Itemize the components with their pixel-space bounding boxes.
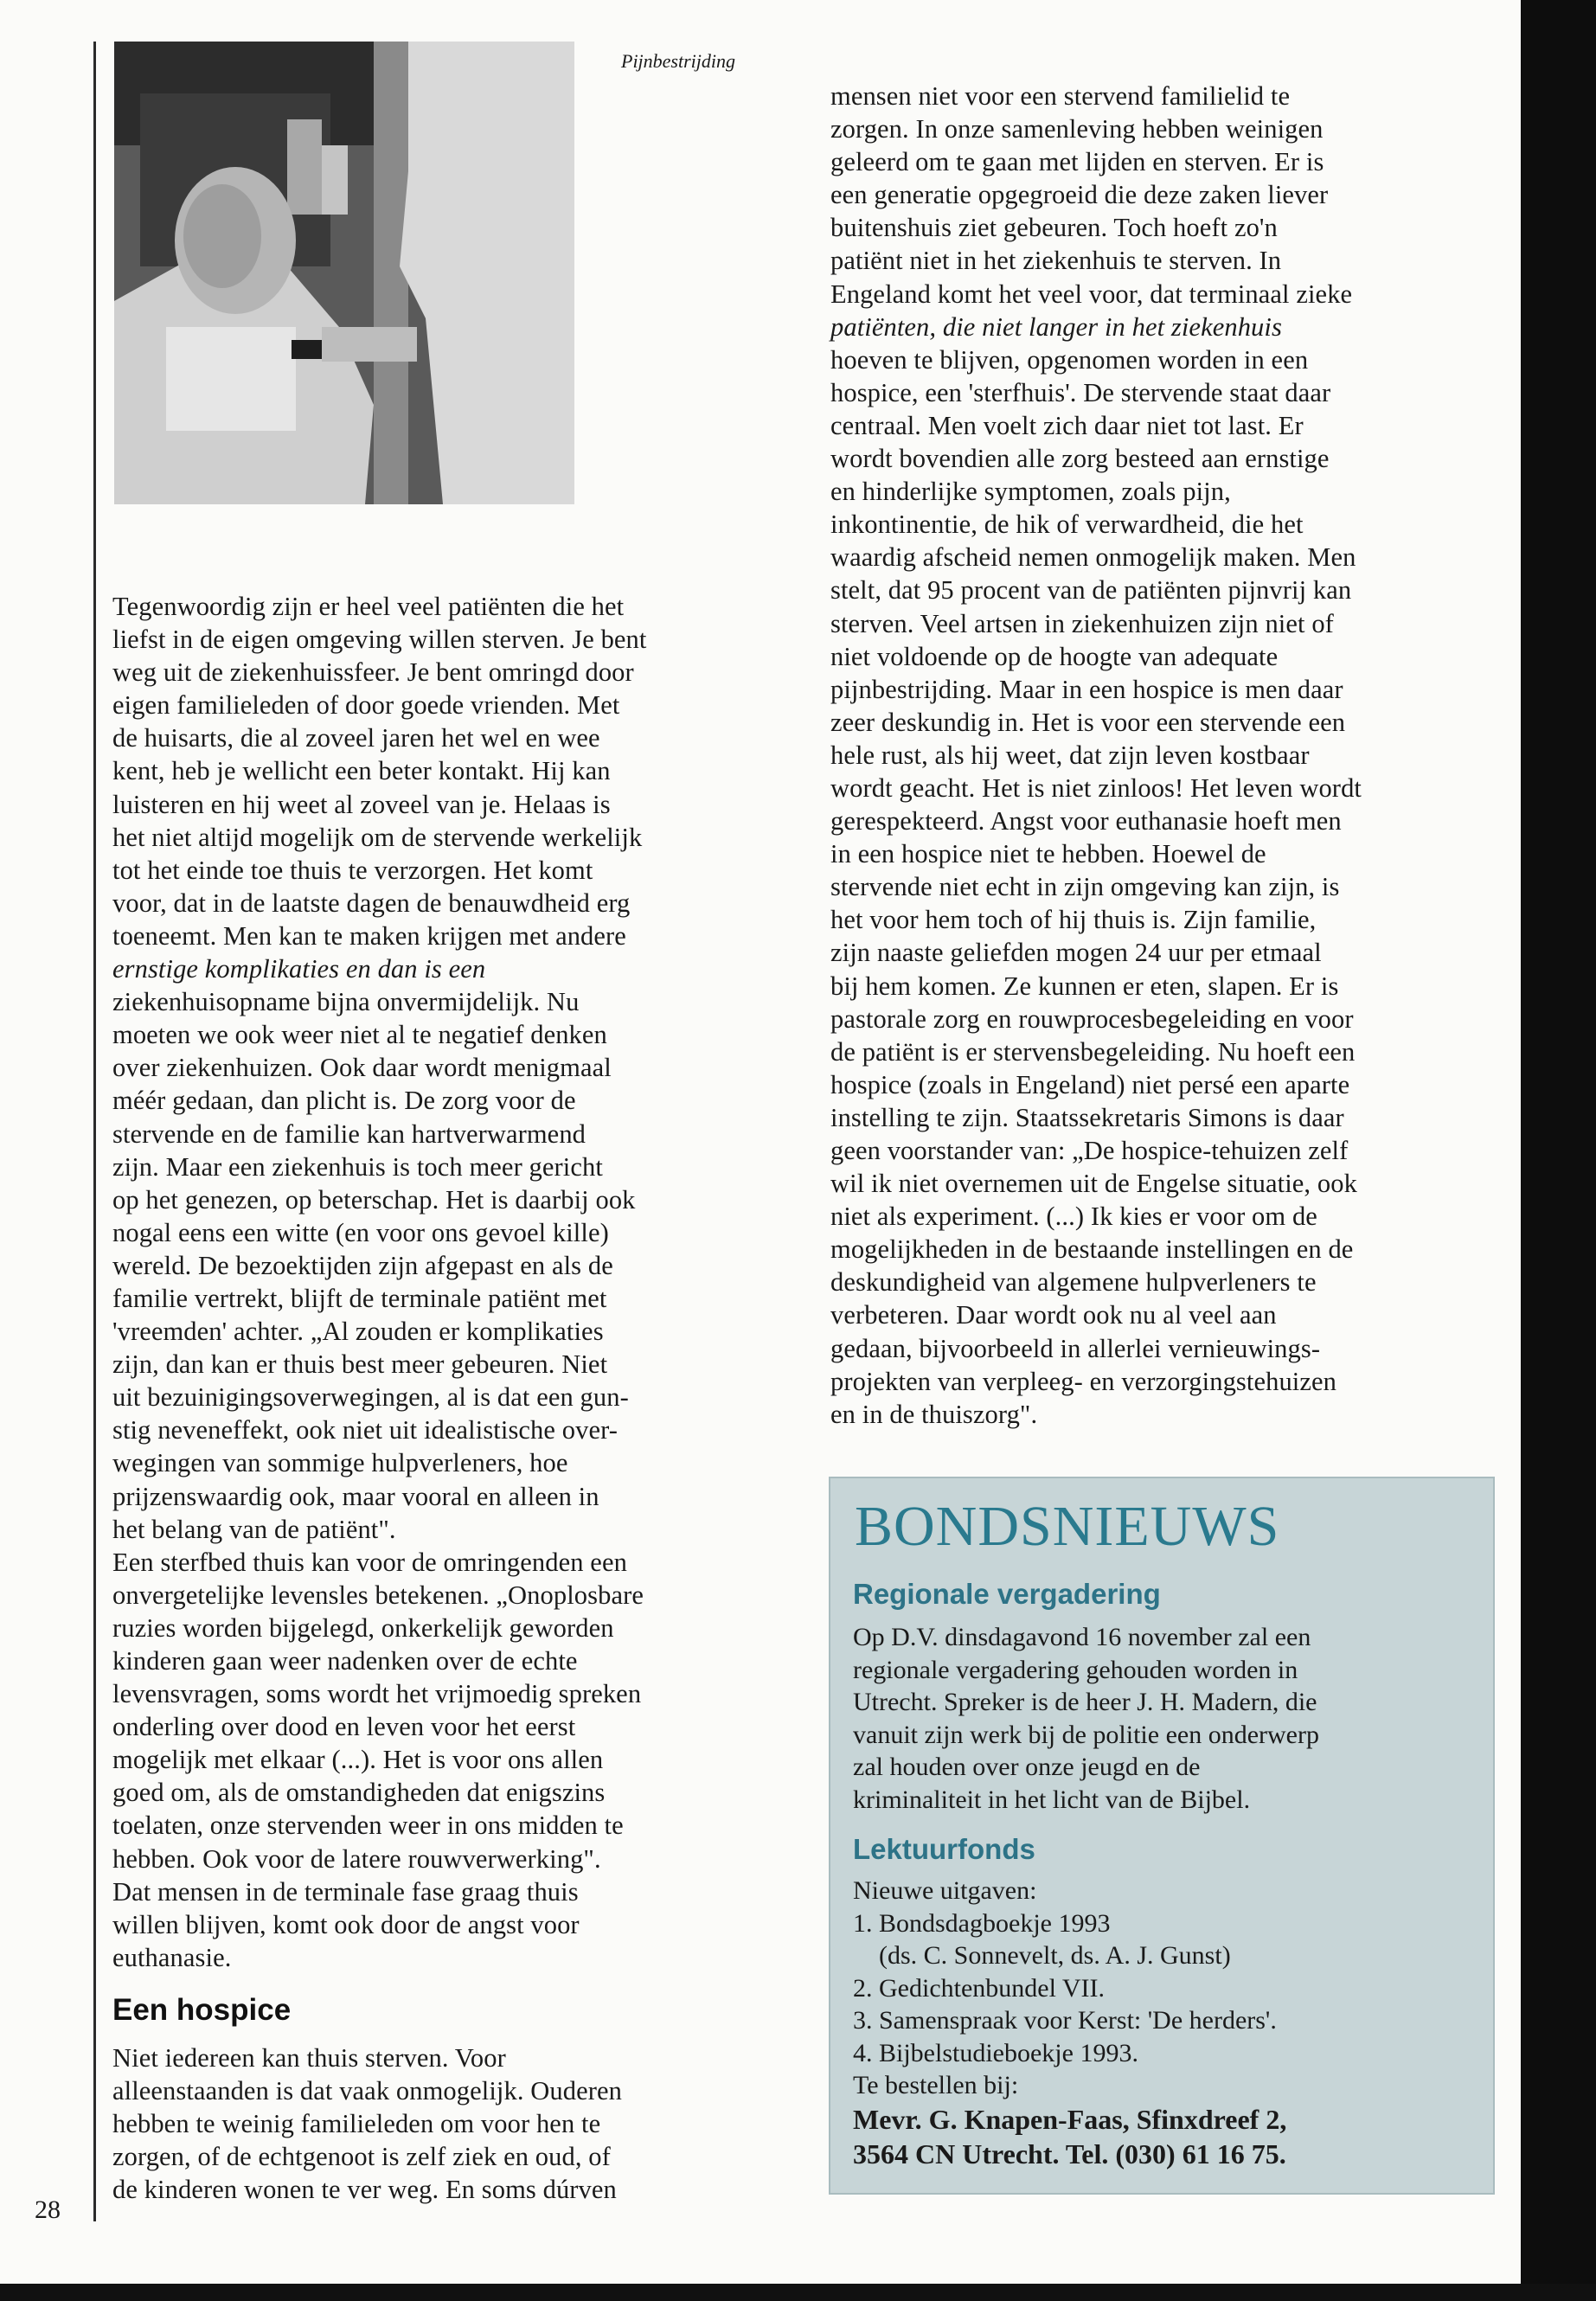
text-line: het niet altijd mogelijk om de stervende werkelijk	[112, 822, 643, 852]
text-line: pijnbestrijding. Maar in een hospice is men daar	[830, 674, 1343, 704]
running-head: Pijnbestrijding	[621, 50, 735, 72]
text-line: voor, dat in de laatste dagen de benauwdheid erg	[112, 888, 631, 918]
photo-illustration	[114, 42, 574, 504]
text-line: liefst in de eigen omgeving willen sterven. Je bent	[112, 625, 647, 655]
text-line: euthanasie.	[112, 1942, 232, 1972]
left-paragraph-1	[112, 590, 779, 1546]
text-line: Dat mensen in de terminale fase graag thuis	[112, 1876, 579, 1907]
text-line: ziekenhuisopname bijna onvermijdelijk. Nu	[112, 987, 580, 1017]
bestellen-label: Te bestellen bij:	[853, 2071, 1019, 2099]
text-line: zorgen, of de echtgenoot is zelf ziek en oud, of	[112, 2142, 611, 2172]
text-line: kent, heb je wellicht een beter kontakt. Hij kan	[112, 756, 611, 786]
text-line: nogal eens een witte (en voor ons gevoel kille)	[112, 1217, 609, 1247]
page-number: 28	[35, 2195, 61, 2224]
text-line: gedaan, bijvoorbeeld in allerlei vernieuwings-	[830, 1333, 1321, 1363]
left-paragraph-2	[112, 1546, 779, 1974]
text-line: buitenshuis ziet gebeuren. Toch hoeft zo'n	[830, 213, 1278, 243]
text-line: centraal. Men voelt zich daar niet tot last. Er	[830, 410, 1304, 440]
text-line: het voor hem toch of hij thuis is. Zijn familie,	[830, 905, 1317, 935]
contact-address: Mevr. G. Knapen-Faas, Sfinxdreef 2,	[853, 2103, 1287, 2135]
text-line: hospice, een 'sterfhuis'. De stervende staat daar	[830, 377, 1331, 407]
text-line: deskundigheid van algemene hulpverleners te	[830, 1267, 1317, 1298]
news-line: Op D.V. dinsdagavond 16 november zal een	[853, 1623, 1311, 1651]
regionale-vergadering-heading: Regionale vergadering	[853, 1578, 1161, 1610]
text-line: de kinderen wonen te ver weg. En soms dúrven	[112, 2175, 617, 2205]
text-line: zijn, dan kan er thuis best meer gebeuren. Niet	[112, 1349, 608, 1380]
text-line: stervende niet echt in zijn omgeving kan zijn, is	[830, 872, 1340, 902]
nieuwe-uitgaven-label: Nieuwe uitgaven:	[853, 1876, 1037, 1905]
text-line: levensvragen, soms wordt het vrijmoedig spreken	[112, 1679, 642, 1709]
scan-edge-right	[1521, 0, 1596, 2301]
scan-edge-bottom	[0, 2284, 1596, 2301]
text-line: hebben te weinig familieleden om voor hen te	[112, 2109, 601, 2139]
text-line: willen blijven, komt ook door de angst voor	[112, 1909, 580, 1939]
text-line: wordt bovendien alle zorg besteed aan ernstige	[830, 444, 1330, 474]
text-line: ruzies worden bijgelegd, onkerkelijk geworden	[112, 1612, 614, 1643]
text-line: en in de thuiszorg".	[830, 1399, 1038, 1429]
text-line: sterven. Veel artsen in ziekenhuizen zijn niet of	[830, 608, 1334, 638]
text-line: projekten van verpleeg- en verzorgingstehuizen	[830, 1366, 1336, 1396]
right-column	[830, 80, 1501, 1431]
text-line: wordt geacht. Het is niet zinloos! Het leven wordt	[830, 772, 1362, 803]
column-rule	[93, 42, 96, 2221]
text-line: toeneemt. Men kan te maken krijgen met andere	[112, 920, 626, 951]
text-line: méér gedaan, dan plicht is. De zorg voor de	[112, 1086, 576, 1116]
text-line: stig neveneffekt, ook niet uit idealistische over-	[112, 1415, 619, 1445]
news-line: zal houden over onze jeugd en de	[853, 1753, 1201, 1781]
text-line: ernstige komplikaties en dan is een	[112, 954, 486, 984]
uitgaven-list	[853, 1907, 1476, 2070]
text-line: over ziekenhuizen. Ook daar wordt menigmaal	[112, 1053, 612, 1083]
uitgave-item: 2. Gedichtenbundel VII.	[853, 1973, 1106, 2003]
text-line: hele rust, als hij weet, dat zijn leven kostbaar	[830, 740, 1310, 770]
text-line: uit bezuinigingsoverwegingen, al is dat een gun-	[112, 1382, 629, 1413]
uitgave-item: 1. Bondsdagboekje 1993	[853, 1908, 1111, 1938]
text-line: het belang van de patiënt".	[112, 1514, 396, 1544]
text-line: hospice (zoals in Engeland) niet persé een aparte	[830, 1069, 1350, 1099]
text-line: onvergetelijke levensles betekenen. „Onoplosbare	[112, 1580, 644, 1610]
text-line: Niet iedereen kan thuis sterven. Voor	[112, 2042, 506, 2073]
text-line: weg uit de ziekenhuissfeer. Je bent omringd door	[112, 657, 634, 688]
news-line: kriminaliteit in het licht van de Bijbel.	[853, 1785, 1251, 1814]
text-line: zorgen. In onze samenleving hebben weinigen	[830, 114, 1324, 144]
text-line: Een sterfbed thuis kan voor de omringenden een	[112, 1547, 627, 1577]
text-line: patiënt niet in het ziekenhuis te sterven. In	[830, 246, 1282, 276]
text-line: op het genezen, op beterschap. Het is daarbij ook	[112, 1184, 636, 1215]
text-line: in een hospice niet te hebben. Hoewel de	[830, 839, 1266, 869]
text-line: wereld. De bezoektijden zijn afgepast en als de	[112, 1250, 613, 1280]
left-column	[112, 590, 779, 2206]
text-line: bij hem komen. Ze kunnen er eten, slapen. Er is	[830, 971, 1339, 1001]
text-line: geleerd om te gaan met lijden en sterven. Er is	[830, 147, 1324, 177]
text-line: goed om, als de omstandigheden dat enigszins	[112, 1778, 606, 1808]
text-line: prijzenswaardig ook, maar vooral en alleen in	[112, 1481, 599, 1511]
bondsnieuws-box	[829, 1477, 1495, 2195]
text-line: eigen familieleden of door goede vrienden. Met	[112, 690, 620, 721]
text-line: patiënten, die niet langer in het ziekenhuis	[830, 311, 1282, 342]
text-line: zijn. Maar een ziekenhuis is toch meer gericht	[112, 1151, 603, 1182]
left-paragraph-3	[112, 2041, 779, 2206]
uitgave-item: 4. Bijbelstudieboekje 1993.	[853, 2038, 1138, 2067]
text-line: mensen niet voor een stervend familielid te	[830, 81, 1291, 111]
regionale-vergadering-text	[853, 1621, 1476, 1816]
text-line: hoeven te blijven, opgenomen worden in een	[830, 344, 1309, 375]
text-line: tot het einde toe thuis te verzorgen. Het komt	[112, 855, 593, 885]
text-line: 'vreemden' achter. „Al zouden er komplikaties	[112, 1317, 604, 1347]
text-line: verbeteren. Daar wordt ook nu al veel aan	[830, 1300, 1277, 1330]
text-line: en hinderlijke symptomen, zoals pijn,	[830, 477, 1231, 507]
text-line: stelt, dat 95 procent van de patiënten pijnvrij kan	[830, 575, 1352, 606]
text-line: pastorale zorg en rouwprocesbegeleiding en voor	[830, 1003, 1354, 1034]
text-line: stervende en de familie kan hartverwarmend	[112, 1118, 586, 1149]
text-line: de huisarts, die al zoveel jaren het wel en wee	[112, 723, 600, 753]
text-line: zeer deskundig in. Het is voor een stervende een	[830, 707, 1346, 737]
contact-phone: 3564 CN Utrecht. Tel. (030) 61 16 75.	[853, 2138, 1286, 2170]
text-line: zijn naaste geliefden mogen 24 uur per etmaal	[830, 938, 1322, 968]
photo-nurse-and-patient	[114, 42, 574, 504]
lektuurfonds-heading: Lektuurfonds	[853, 1833, 1035, 1865]
news-line: Utrecht. Spreker is de heer J. H. Madern, die	[853, 1688, 1317, 1716]
text-line: alleenstaanden is dat vaak onmogelijk. Ouderen	[112, 2076, 622, 2106]
text-line: mogelijkheden in de bestaande instellingen en de	[830, 1234, 1354, 1265]
text-line: gerespekteerd. Angst voor euthanasie hoeft men	[830, 806, 1342, 836]
bondsnieuws-title: BONDSNIEUWS	[855, 1495, 1280, 1558]
text-line: kinderen gaan weer nadenken over de echte	[112, 1646, 578, 1676]
text-line: instelling te zijn. Staatssekretaris Simons is daar	[830, 1102, 1344, 1132]
text-line: Tegenwoordig zijn er heel veel patiënten die het	[112, 592, 625, 621]
uitgave-item: 3. Samenspraak voor Kerst: 'De herders'.	[853, 2006, 1277, 2035]
text-line: familie vertrekt, blijft de terminale patiënt met	[112, 1283, 607, 1313]
text-line: niet als experiment. (...) Ik kies er voor om de	[830, 1202, 1317, 1232]
text-line: moeten we ook weer niet al te negatief denken	[112, 1020, 607, 1050]
text-line: wegingen van sommige hulpverleners, hoe	[112, 1448, 568, 1478]
news-line: vanuit zijn werk bij de politie een onderwerp	[853, 1720, 1319, 1749]
text-line: wil ik niet overnemen uit de Engelse situatie, ook	[830, 1169, 1357, 1199]
text-line: hebben. Ook voor de latere rouwverwerking".	[112, 1843, 601, 1874]
subhead-een-hospice: Een hospice	[112, 1992, 292, 2027]
text-line: geen voorstander van: „De hospice-tehuizen zelf	[830, 1136, 1349, 1165]
text-line: niet voldoende op de hoogte van adequate	[830, 641, 1279, 671]
text-line: waardig afscheid nemen onmogelijk maken. Men	[830, 542, 1356, 573]
text-line: Engeland komt het veel voor, dat terminaal zieke	[830, 279, 1353, 309]
text-line: inkontinentie, de hik of verwardheid, die het	[830, 510, 1304, 540]
uitgave-item: (ds. C. Sonnevelt, ds. A. J. Gunst)	[853, 1941, 1231, 1970]
right-paragraph	[830, 80, 1501, 1431]
text-line: een generatie opgegroeid die deze zaken liever	[830, 180, 1329, 210]
text-line: mogelijk met elkaar (...). Het is voor ons allen	[112, 1745, 604, 1775]
news-line: regionale vergadering gehouden worden in	[853, 1655, 1298, 1684]
bondsnieuws-content	[853, 1578, 1476, 2171]
text-line: de patiënt is er stervensbegeleiding. Nu hoeft een	[830, 1036, 1356, 1067]
text-line: onderling over dood en leven voor het eerst	[112, 1712, 576, 1742]
text-line: luisteren en hij weet al zoveel van je. Helaas is	[112, 789, 611, 819]
text-line: toelaten, onze stervenden weer in ons midden te	[112, 1811, 624, 1841]
